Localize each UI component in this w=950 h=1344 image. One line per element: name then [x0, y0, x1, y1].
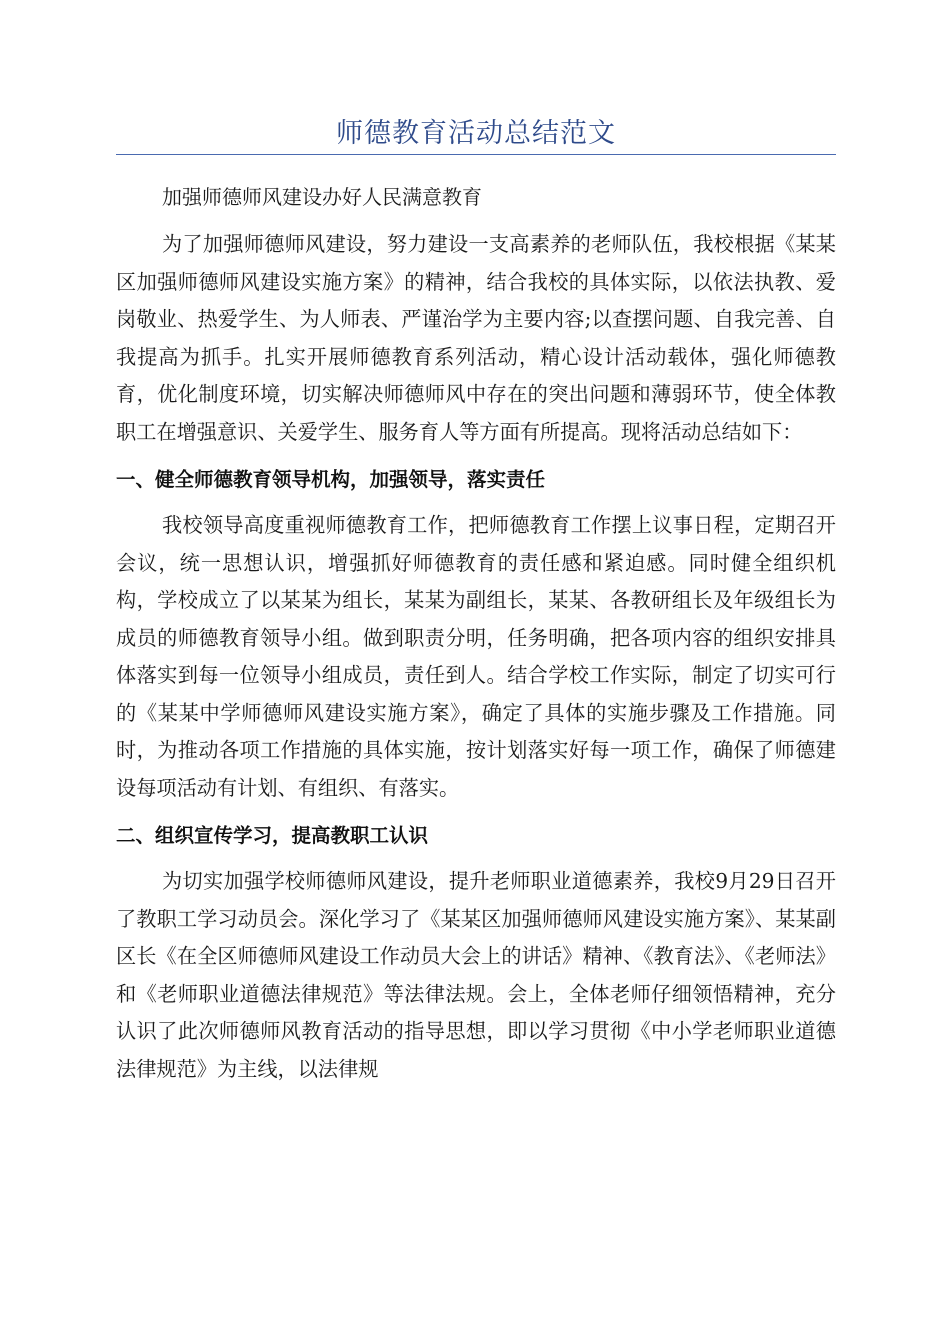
section-heading-2: 二、组织宣传学习，提高教职工认识 — [116, 824, 429, 847]
document-page — [116, 0, 836, 1088]
document-title: 师德教育活动总结范文 — [336, 118, 616, 149]
intro-paragraph: 为了加强师德师风建设，努力建设一支高素养的老师队伍，我校根据《某某区加强师德师风建设实施方案》的精神，结合我校的具体实际，以依法执教、爱岗敬业、热爱学生、为人师表、严谨治学为主要内容;以查摆问题、自我完善、自我提高为抓手。扎实开展师德教育系列活动，精心设计活动载体，强化师德教育，优化制度环境，切实解决师德师风中存在的突出问题和薄弱环节，使全体教职工在增强意识、关爱学生、服务育人等方面有所提高。现将活动总结如下： — [116, 232, 836, 444]
section-body-2: 为切实加强学校师德师风建设，提升老师职业道德素养，我校9月29日召开了教职工学习动员会。深化学习了《某某区加强师德师风建设实施方案》、某某副区长《在全区师德师风建设工作动员大会上的讲话》精神、《教育法》、《老师法》和《老师职业道德法律规范》等法律法规。会上，全体老师仔细领悟精神，充分认识了此次师德师风教育活动的指导思想，即以学习贯彻《中小学老师职业道德法律规范》为主线，以法律规 — [116, 869, 836, 1081]
document-subtitle: 加强师德师风建设办好人民满意教育 — [162, 185, 482, 209]
section-body-1: 我校领导高度重视师德教育工作，把师德教育工作摆上议事日程，定期召开会议，统一思想认识，增强抓好师德教育的责任感和紧迫感。同时健全组织机构，学校成立了以某某为组长，某某为副组长，某某、各教研组长及年级组长为成员的师德教育领导小组。做到职责分明，任务明确，把各项内容的组织安排具体落实到每一位领导小组成员，责任到人。结合学校工作实际，制定了切实可行的《某某中学师德师风建设实施方案》，确定了具体的实施步骤及工作措施。同时，为推动各项工作措施的具体实施，按计划落实好每一项工作，确保了师德建设每项活动有计划、有组织、有落实。 — [116, 513, 836, 800]
title-underline — [116, 154, 836, 155]
section-heading-1: 一、健全师德教育领导机构，加强领导，落实责任 — [116, 468, 546, 491]
